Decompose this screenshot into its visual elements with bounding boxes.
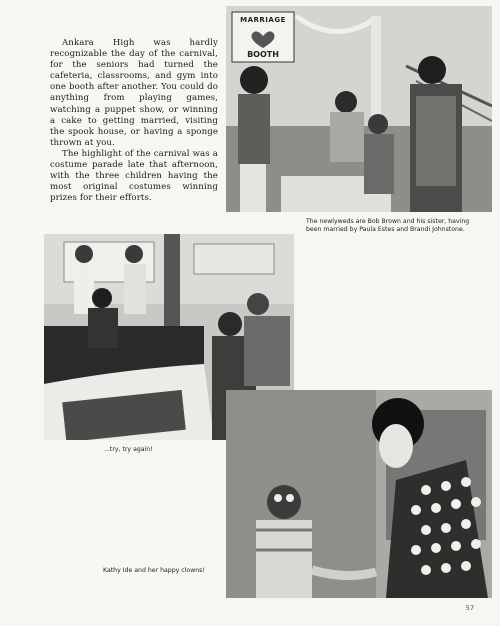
marriage-sign-line1: MARRIAGE: [240, 16, 286, 24]
article-paragraph-2: The highlight of the carnival was a costume parade late that afternoon, with the three children having the most original costumes winning prizes for their efforts.: [50, 148, 218, 204]
marriage-sign-line2: BOOTH: [247, 50, 279, 59]
page-number: 57: [465, 604, 474, 612]
clowns-caption: Kathy Ide and her happy clowns!: [103, 567, 205, 574]
article-paragraph-1: Ankara High was hardly recognizable the day of the carnival, for the seniors had turned the cafeteria, classrooms, and gym into one booth after another. You could do anything from playing games, watching a puppet show, or winning a cake to getting married, visiting the spook house, or having a sponge thrown at you.: [50, 38, 218, 148]
clowns-photo: [226, 390, 492, 598]
marriage-caption: The newlyweds are Bob Brown and his sister, having been married by Paula Estes and Brandi Johnstone.: [306, 218, 470, 233]
article-body: [50, 38, 218, 204]
game-caption: ...try, try again!: [104, 446, 153, 453]
marriage-booth-photo: [226, 6, 492, 212]
